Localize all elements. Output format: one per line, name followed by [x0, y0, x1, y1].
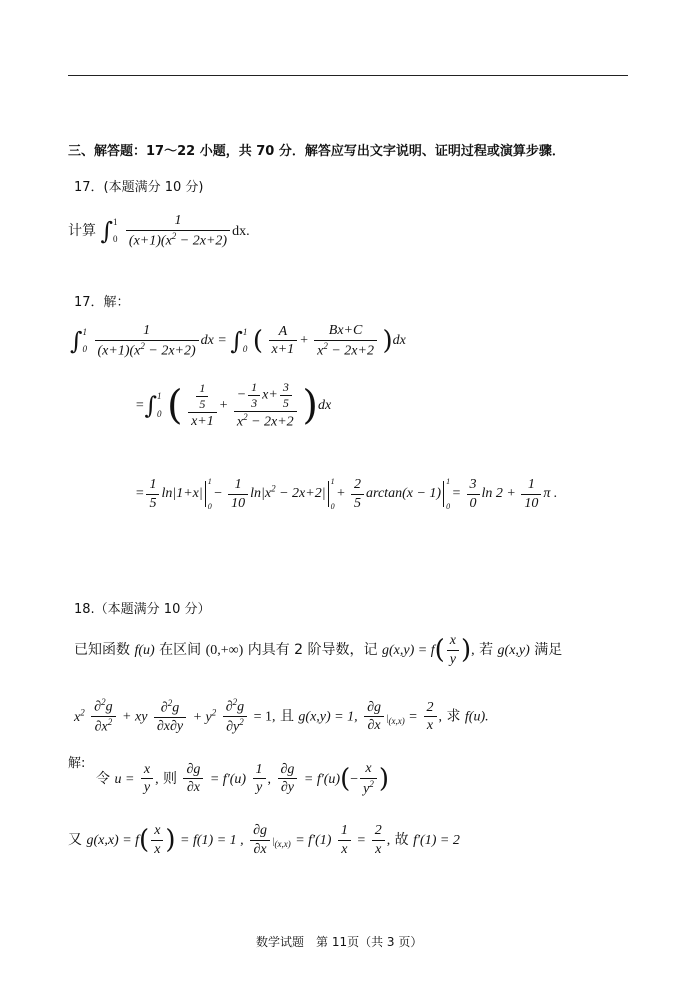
q18-solution-2: 又 g(x,x) = f( $\frac{x}{x}$ ) = f(1) = 1 , $\frac{\partial g}{\partial x}$ $|_{(x,x)} = f'(1)$ $\frac{1}{x}$ = $\frac{2}{x}$ , 故 f′(1) = 2: [68, 823, 460, 857]
q18-solution-1: 令 u = $\frac{x}{y}$ , 则 $\frac{\partial g}{\partial x}$ = f′(u) $\frac{1}{y}$ , $\frac{\partial g}{\partial y}$ = f′(u)(− $\frac{x}{y^2}$ ): [96, 761, 390, 797]
q17-step-1: ∫ 1 0 $\frac{1}{(x+1)(x^2 - 2x+2)}$ dx = ∫ 1 0 ( $\frac{A}{x+1}$ + $\frac{Bx+C}{x^2 - 2x+2}$ )dx: [70, 323, 406, 359]
top-rule: [68, 75, 628, 76]
q17-solution-label: 17．解：: [74, 295, 130, 310]
q17-prompt: 计算 ∫ 1 0 $\frac{1}{(x+1)(x^2 - 2x+2)}$ dx.: [68, 213, 250, 249]
q18-solution-label: 解:: [68, 756, 86, 771]
q17-prompt-label: 计算: [68, 222, 96, 239]
q18-statement-1: 已知函数 f(u) 在区间 (0,+∞) 内具有 2 阶导数，记 g(x,y) = f( $\frac{x}{y}$ ), 若 g(x,y) 满足: [74, 633, 563, 667]
q17-step-2: =∫ 1 0 ( $\frac{\frac{1}{5}}{x+1}$ + − $\frac{1}{3}$ x+ $\frac{3}{5}$ $x^2 - 2x+2$ )dx: [135, 380, 332, 430]
q18-header: 18.（本题满分 10 分）: [74, 602, 211, 617]
page-footer: 数学试题 第 11页（共 3 页）: [256, 935, 423, 949]
q17-integrand: $\frac{1}{(x+1)(x^2 - 2x+2)}$: [126, 212, 230, 250]
q18-statement-2: $x^2$ $\frac{\partial^2g}{\partial x^2}$ + xy $\frac{\partial^2g}{\partial x\partial y}$ + $y^2$ $\frac{\partial^2g}{\partial y^2}$ = 1, 且 g(x,y) = 1, $\frac{\partial g}{\partial x}$ $|_{(x,x)}$ = $\frac{2}{x}$ , 求 f(u).: [74, 697, 489, 735]
q17-header: 17．(本题满分 10 分): [74, 180, 204, 195]
q17-step-3: = $\frac{1}{5}$ ln|1+x| 1 0 − $\frac{1}{10}$ $\ln|x^2 - 2x+2|$ 1 0 + $\frac{2}{5}$ arctan(x − 1) 1 0 = $\frac{3}{0}$ ln 2 + $\frac{1}{10}$ π .: [135, 477, 558, 511]
section-heading: 三、解答题：17～22 小题，共 70 分．解答应写出文字说明、证明过程或演算步骤．: [68, 144, 565, 159]
